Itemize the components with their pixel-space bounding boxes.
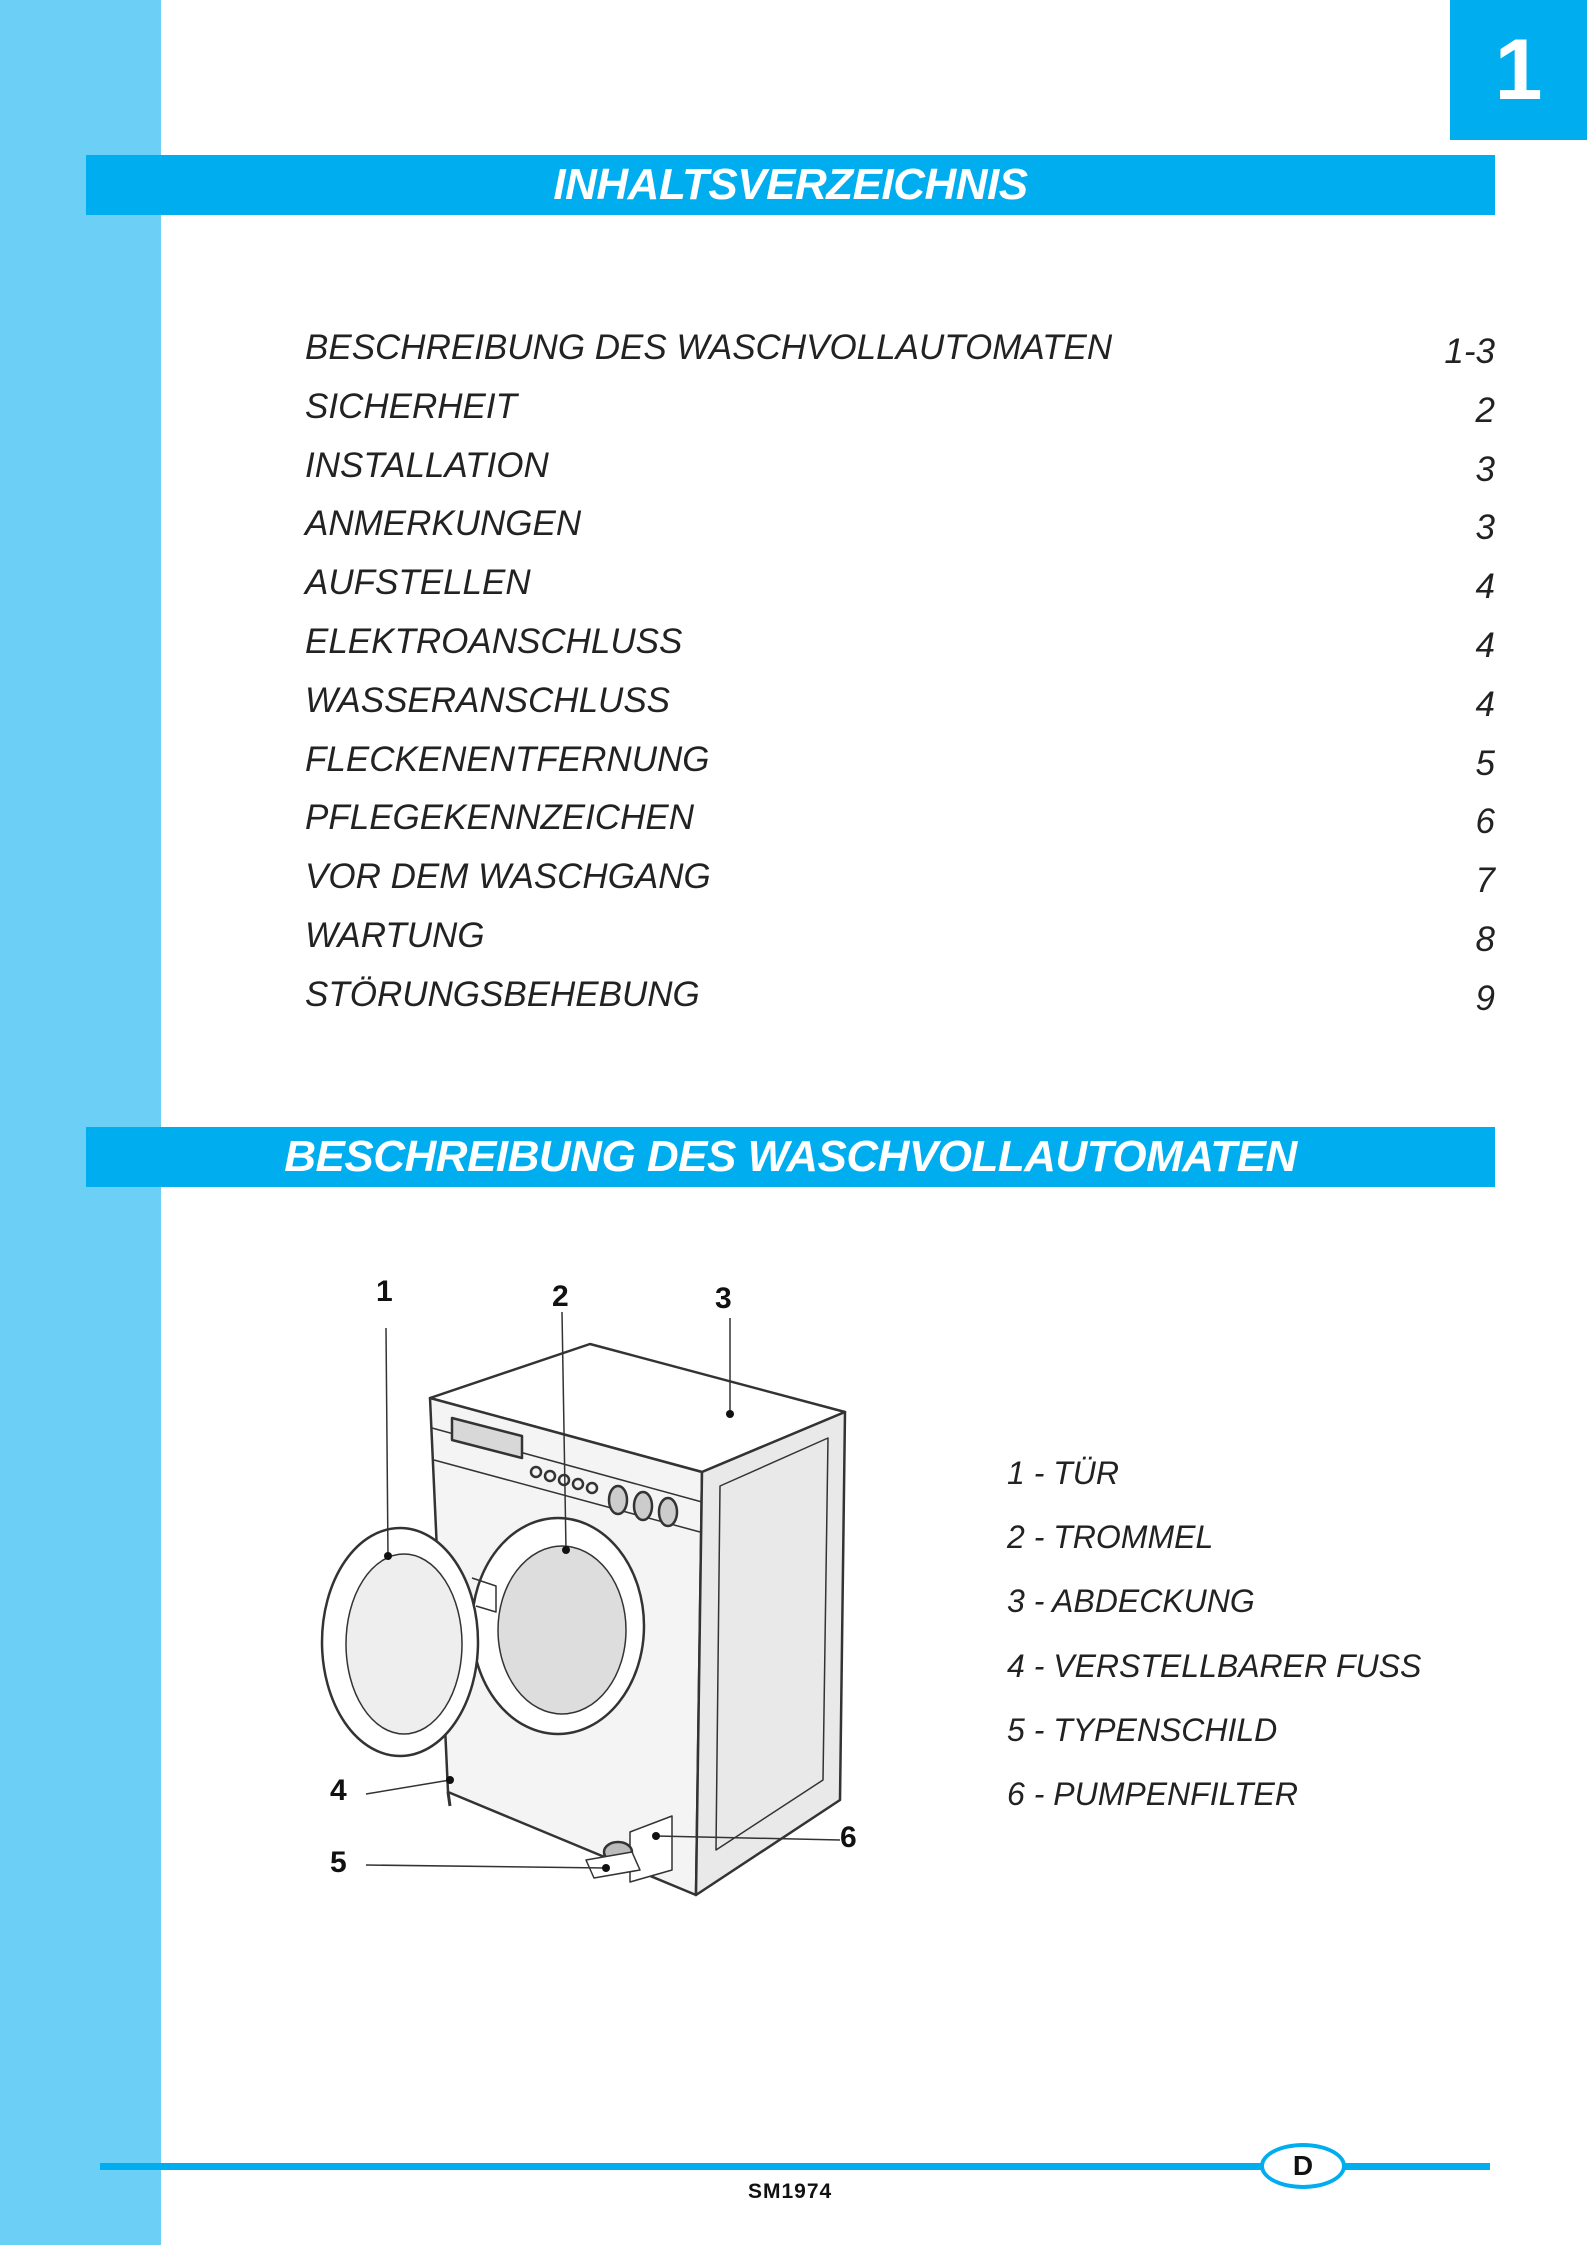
toc-entry[interactable] bbox=[305, 849, 1495, 908]
toc-entry-page: 1-3 bbox=[1444, 332, 1495, 371]
callout-number-4: 4 bbox=[330, 1774, 347, 1807]
toc-entry-page: 6 bbox=[1475, 802, 1495, 842]
legend-item: 6 - PUMPENFILTER bbox=[1007, 1775, 1298, 1812]
toc-entry[interactable] bbox=[305, 732, 1495, 791]
toc-entry-label: WASSERANSCHLUSS bbox=[305, 680, 671, 720]
toc-entry[interactable] bbox=[305, 673, 1495, 732]
washing-machine-figure bbox=[300, 1260, 900, 1920]
toc-entry-page: 4 bbox=[1475, 684, 1495, 724]
callout-dot-4 bbox=[446, 1776, 454, 1784]
toc-entry[interactable] bbox=[305, 379, 1495, 438]
washing-machine-drawing bbox=[300, 1260, 900, 1920]
callout-number-3: 3 bbox=[715, 1282, 732, 1315]
page-number-tab: 1 bbox=[1450, 0, 1587, 140]
leader-line-1 bbox=[386, 1328, 388, 1556]
toc-entry-label: AUFSTELLEN bbox=[305, 563, 531, 603]
door-glass bbox=[346, 1554, 462, 1734]
callout-dot-6 bbox=[652, 1832, 660, 1840]
toc-entry[interactable] bbox=[305, 496, 1495, 555]
parts-legend bbox=[1007, 1455, 1421, 1840]
toc-entry-label: FLECKENENTFERNUNG bbox=[305, 739, 710, 779]
toc-entry-page: 8 bbox=[1475, 919, 1495, 959]
callout-dot-1 bbox=[384, 1552, 392, 1560]
toc-entry-page: 4 bbox=[1475, 567, 1495, 607]
toc-entry-label: STÖRUNGSBEHEBUNG bbox=[305, 974, 700, 1014]
callout-dot-3 bbox=[726, 1410, 734, 1418]
toc-entry[interactable] bbox=[305, 790, 1495, 849]
legend-item: 3 - ABDECKUNG bbox=[1007, 1583, 1255, 1620]
side-color-strip bbox=[0, 0, 161, 2245]
legend-item: 1 - TÜR bbox=[1007, 1455, 1119, 1491]
toc-entry-label: ANMERKUNGEN bbox=[305, 504, 582, 544]
drum-inner bbox=[498, 1546, 626, 1714]
callout-number-1: 1 bbox=[376, 1275, 393, 1308]
toc-entry-label: PFLEGEKENNZEICHEN bbox=[305, 798, 694, 838]
toc-entry-page: 9 bbox=[1475, 978, 1495, 1018]
toc-entry-label: BESCHREIBUNG DES WASCHVOLLAUTOMATEN bbox=[305, 328, 1113, 367]
toc-entry[interactable] bbox=[305, 614, 1495, 673]
toc-entry-label: VOR DEM WASCHGANG bbox=[305, 857, 711, 897]
adjustable-foot bbox=[448, 1792, 450, 1806]
toc-entry-page: 2 bbox=[1475, 390, 1495, 430]
toc-entry-page: 3 bbox=[1475, 449, 1495, 489]
toc-list bbox=[305, 320, 1495, 1026]
toc-entry-page: 4 bbox=[1475, 625, 1495, 665]
toc-entry[interactable] bbox=[305, 555, 1495, 614]
legend-item: 4 - VERSTELLBARER FUSS bbox=[1007, 1647, 1422, 1684]
control-knob bbox=[659, 1498, 677, 1526]
legend-item: 5 - TYPENSCHILD bbox=[1007, 1711, 1278, 1748]
legend-item: 2 - TROMMEL bbox=[1007, 1519, 1214, 1556]
language-badge: D bbox=[1260, 2143, 1346, 2189]
callout-dot-2 bbox=[562, 1546, 570, 1554]
toc-entry-label: SICHERHEIT bbox=[305, 386, 517, 426]
toc-entry-page: 3 bbox=[1475, 508, 1495, 548]
leader-line-5 bbox=[366, 1865, 606, 1868]
toc-entry[interactable] bbox=[305, 967, 1495, 1026]
toc-entry-page: 5 bbox=[1475, 743, 1495, 783]
callout-number-2: 2 bbox=[552, 1280, 569, 1313]
description-title: BESCHREIBUNG DES WASCHVOLLAUTOMATEN bbox=[86, 1127, 1495, 1187]
toc-entry-label: WARTUNG bbox=[305, 915, 485, 955]
toc-entry[interactable] bbox=[305, 908, 1495, 967]
callout-number-5: 5 bbox=[330, 1846, 347, 1879]
document-code: SM1974 bbox=[748, 2180, 833, 2203]
control-knob bbox=[609, 1486, 627, 1514]
callout-number-6: 6 bbox=[840, 1821, 857, 1854]
leader-line-4 bbox=[366, 1780, 450, 1794]
toc-entry-label: ELEKTROANSCHLUSS bbox=[305, 621, 683, 661]
toc-entry-label: INSTALLATION bbox=[305, 445, 549, 485]
toc-title: INHALTSVERZEICHNIS bbox=[86, 155, 1495, 215]
toc-entry[interactable] bbox=[305, 320, 1495, 379]
toc-entry[interactable] bbox=[305, 438, 1495, 497]
control-knob bbox=[634, 1492, 652, 1520]
callout-dot-5 bbox=[602, 1864, 610, 1872]
toc-entry-page: 7 bbox=[1475, 861, 1495, 901]
